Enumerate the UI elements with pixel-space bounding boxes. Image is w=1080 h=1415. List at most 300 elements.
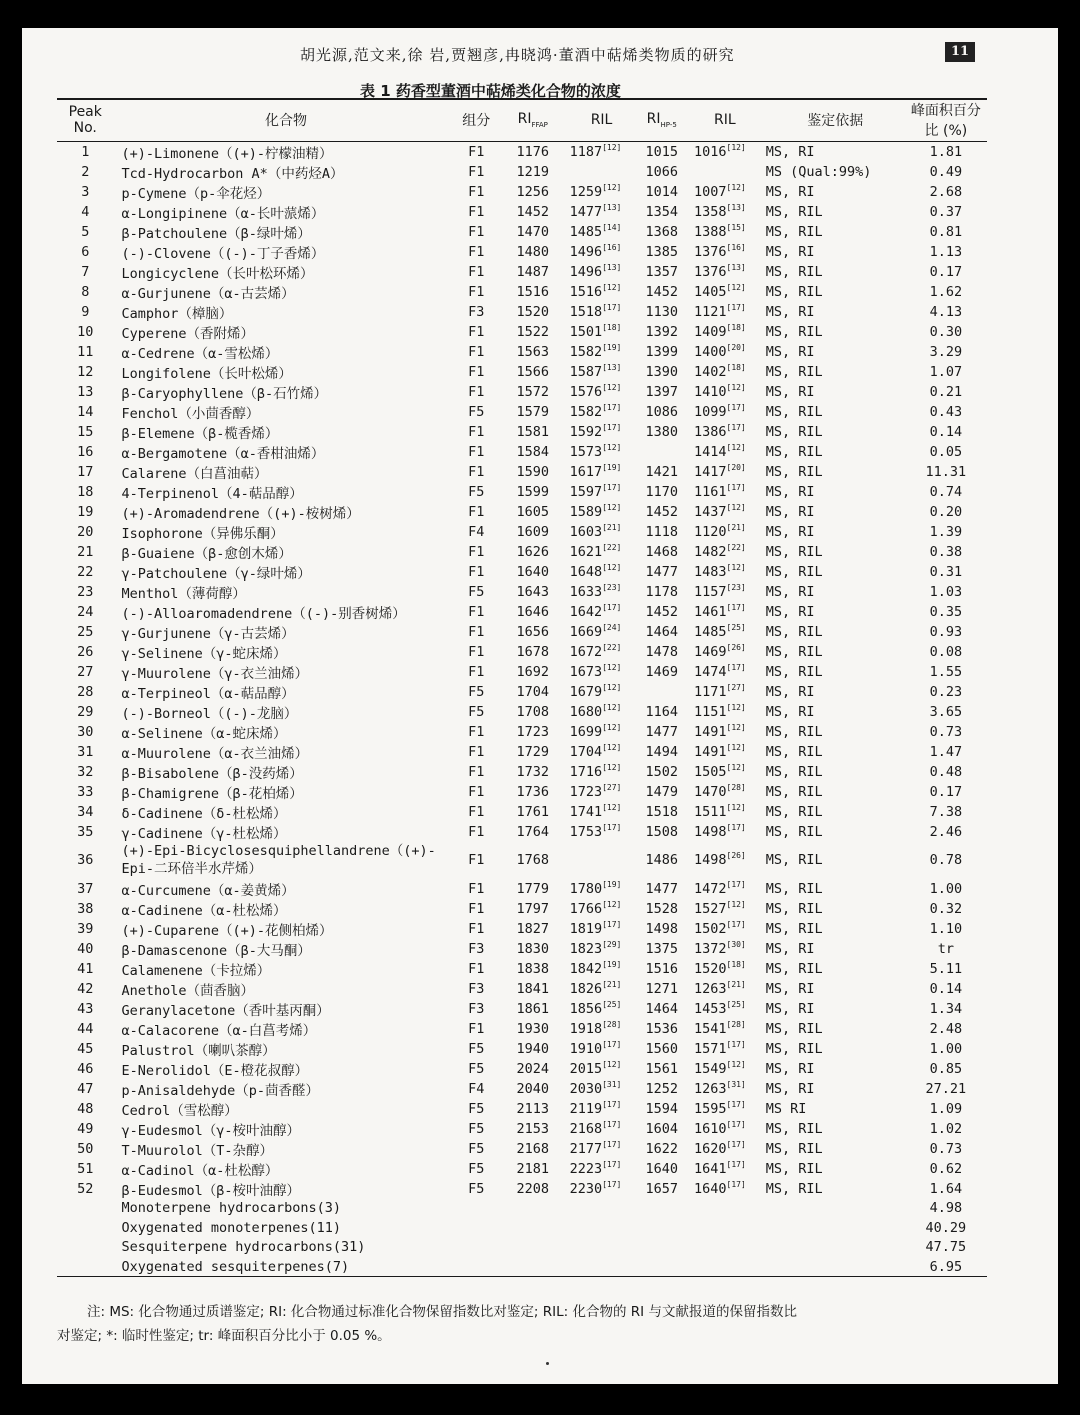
cell-basis: MS, RI xyxy=(765,1000,815,1017)
cell-peak-area-pct: 0.32 xyxy=(929,900,963,917)
cell-group: F1 xyxy=(468,1020,485,1037)
ril-1-value: 1673 xyxy=(569,663,603,680)
cell-group: F1 xyxy=(468,900,485,917)
cell-ri-ffap: 1626 xyxy=(516,543,550,560)
cell-ril-1 xyxy=(564,262,634,282)
cell-group: F5 xyxy=(468,703,485,720)
cell-basis: MS, RIL xyxy=(765,463,823,480)
table-row xyxy=(57,1099,987,1119)
table-row xyxy=(57,222,987,242)
cell-ril-2 xyxy=(690,702,756,722)
cell-peak-no: 10 xyxy=(77,323,94,340)
cell-ri-hp5: 1464 xyxy=(645,623,678,640)
ril-2-ref: [17] xyxy=(726,402,746,412)
cell-ri-ffap: 1830 xyxy=(516,940,550,957)
ril-2-ref: [17] xyxy=(726,1119,746,1129)
cell-ri-hp5: 1464 xyxy=(645,1000,678,1017)
cell-ri-hp5: 1516 xyxy=(645,960,678,977)
cell-basis: MS, RIL xyxy=(765,1180,823,1197)
cell-peak-area-pct: 0.21 xyxy=(929,383,963,400)
ril-1-ref: [12] xyxy=(602,142,622,152)
cell-peak-no: 25 xyxy=(77,623,94,640)
ril-1-value: 1826 xyxy=(569,980,603,997)
cell-ri-ffap: 1572 xyxy=(516,383,550,400)
ril-1-ref: [21] xyxy=(602,979,622,989)
cell-ril-1 xyxy=(564,442,634,462)
cell-peak-area-pct: 5.11 xyxy=(929,960,963,977)
cell-ri-hp5: 1528 xyxy=(645,900,678,917)
cell-peak-no: 30 xyxy=(77,723,94,740)
cell-ril-1 xyxy=(564,522,634,542)
table-row xyxy=(57,1039,987,1059)
cell-peak-area-pct: 2.46 xyxy=(929,823,963,840)
cell-basis: MS, RI xyxy=(765,683,815,700)
table-row xyxy=(57,322,987,342)
ril-2-value: 1549 xyxy=(693,1060,727,1077)
cell-empty xyxy=(564,1257,634,1277)
cell-ri-hp5: 1479 xyxy=(645,783,678,800)
ril-1-value: 1576 xyxy=(569,383,603,400)
ril-2-value: 1157 xyxy=(693,583,727,600)
cell-compound: (+)-Epi-Bicyclosesquiphellandrene（(+)-Epi-二环倍半水芹烯） xyxy=(121,843,436,877)
header-basis: 鉴定依据 xyxy=(807,113,864,130)
cell-ril-2 xyxy=(690,722,756,742)
ril-1-ref: [12] xyxy=(602,762,622,772)
ril-2-value: 1640 xyxy=(693,1180,727,1197)
cell-ri-ffap: 1590 xyxy=(516,463,550,480)
table-row xyxy=(57,502,987,522)
cell-ril-1 xyxy=(564,1099,634,1119)
cell-ri-hp5: 1452 xyxy=(645,603,678,620)
cell-compound: (-)-Alloaromadendrene（(-)-别香树烯） xyxy=(121,605,406,622)
cell-peak-area-pct: 0.74 xyxy=(929,483,963,500)
cell-ri-hp5: 1536 xyxy=(645,1020,678,1037)
cell-compound: T-Muurolol（T-杂醇） xyxy=(121,1142,274,1159)
cell-ri-ffap: 1729 xyxy=(516,743,550,760)
cell-ril-1 xyxy=(564,682,634,702)
cell-peak-area-pct: 0.93 xyxy=(929,623,963,640)
cell-ri-ffap: 2208 xyxy=(516,1180,550,1197)
cell-basis: MS, RI xyxy=(765,483,815,500)
cell-ri-ffap: 1176 xyxy=(516,143,550,160)
cell-basis: MS, RIL xyxy=(765,960,823,977)
ril-1-value: 2030 xyxy=(569,1080,603,1097)
ril-1-value: 1592 xyxy=(569,423,603,440)
cell-ri-hp5: 1178 xyxy=(645,583,678,600)
ril-1-ref: [12] xyxy=(602,702,622,712)
ril-2-value: 1410 xyxy=(693,383,727,400)
cell-group: F1 xyxy=(468,423,485,440)
cell-group: F1 xyxy=(468,223,485,240)
ril-2-value: 1161 xyxy=(693,483,727,500)
ril-1-value: 1856 xyxy=(569,1000,603,1017)
ril-2-value: 1007 xyxy=(693,183,727,200)
cell-ril-1 xyxy=(564,462,634,482)
table-body xyxy=(57,141,987,1277)
cell-summary-name: Monoterpene hydrocarbons(3) xyxy=(121,1200,341,1217)
ril-1-ref: [21] xyxy=(602,522,622,532)
cell-ril-2 xyxy=(690,582,756,602)
ril-2-ref: [17] xyxy=(726,822,746,832)
cell-ril-1 xyxy=(564,302,634,322)
ril-2-value: 1483 xyxy=(693,563,727,580)
table-row xyxy=(57,722,987,742)
cell-ril-2 xyxy=(690,979,756,999)
cell-compound: Palustrol（喇叭茶醇） xyxy=(121,1042,276,1059)
table-row xyxy=(57,302,987,322)
cell-compound: 4-Terpinenol（4-萜品醇） xyxy=(121,485,303,502)
cell-ri-hp5: 1508 xyxy=(645,823,678,840)
ril-1-ref: [19] xyxy=(602,462,622,472)
cell-ril-2 xyxy=(690,642,756,662)
ril-1-value: 2119 xyxy=(569,1100,603,1117)
ril-2-value: 1595 xyxy=(693,1100,727,1117)
cell-ril-1 xyxy=(564,482,634,502)
cell-compound: Tcd-Hydrocarbon A*（中药烃A） xyxy=(121,165,344,182)
cell-ri-hp5: 1640 xyxy=(645,1160,678,1177)
cell-ril-1 xyxy=(564,602,634,622)
cell-ril-2 xyxy=(690,602,756,622)
ril-1-value: 1603 xyxy=(569,523,603,540)
cell-ril-1 xyxy=(564,782,634,802)
cell-ri-ffap: 1779 xyxy=(516,880,550,897)
ril-1-value: 1766 xyxy=(569,900,603,917)
cell-compound: p-Cymene（p-伞花烃） xyxy=(121,185,271,202)
cell-compound: γ-Gurjunene（γ-古芸烯） xyxy=(121,625,295,642)
cell-ril-1 xyxy=(564,1139,634,1159)
cell-compound: (+)-Limonene（(+)-柠檬油精） xyxy=(121,145,333,162)
cell-ri-hp5: 1390 xyxy=(645,363,678,380)
ril-1-ref: [17] xyxy=(602,1099,622,1109)
cell-compound: β-Elemene（β-榄香烯） xyxy=(121,425,279,442)
ril-2-ref: [20] xyxy=(726,342,746,352)
cell-group: F1 xyxy=(468,623,485,640)
cell-compound: Geranylacetone（香叶基丙酮） xyxy=(121,1002,330,1019)
ril-1-value: 1723 xyxy=(569,783,603,800)
cell-empty xyxy=(451,1199,502,1219)
cell-group: F1 xyxy=(468,743,485,760)
cell-group: F3 xyxy=(468,1000,485,1017)
ril-1-value: 1617 xyxy=(569,463,603,480)
cell-peak-area-pct: 1.64 xyxy=(929,1180,963,1197)
cell-ri-ffap: 1487 xyxy=(516,263,550,280)
summary-row xyxy=(57,1218,987,1238)
ril-1-ref: [17] xyxy=(602,1039,622,1049)
ril-2-value: 1372 xyxy=(693,940,727,957)
table-row xyxy=(57,162,987,182)
cell-ril-2 xyxy=(690,1159,756,1179)
cell-compound: Isophorone（异佛乐酮） xyxy=(121,525,284,542)
cell-ri-ffap: 1732 xyxy=(516,763,550,780)
cell-ri-hp5: 1066 xyxy=(645,163,678,180)
ril-1-value: 1496 xyxy=(569,243,603,260)
cell-ril-1 xyxy=(564,502,634,522)
cell-ri-ffap: 1678 xyxy=(516,643,550,660)
cell-ril-1 xyxy=(564,1159,634,1179)
cell-peak-no: 23 xyxy=(77,583,94,600)
cell-ri-hp5: 1560 xyxy=(645,1040,678,1057)
cell-compound: Cedrol（雪松醇） xyxy=(121,1102,238,1119)
cell-compound: γ-Selinene（γ-蛇床烯） xyxy=(121,645,287,662)
cell-empty xyxy=(564,1199,634,1219)
cell-ril-1 xyxy=(564,939,634,959)
ril-2-ref: [12] xyxy=(726,702,746,712)
ril-1-ref: [12] xyxy=(602,442,622,452)
cell-peak-area-pct: 0.38 xyxy=(929,543,963,560)
cell-peak-area-pct: 1.55 xyxy=(929,663,963,680)
cell-empty xyxy=(502,1199,564,1219)
cell-group: F1 xyxy=(468,960,485,977)
table-row xyxy=(57,959,987,979)
cell-ril-2 xyxy=(690,182,756,202)
cell-ri-ffap: 1827 xyxy=(516,920,550,937)
cell-group: F5 xyxy=(468,1040,485,1057)
cell-ri-hp5: 1594 xyxy=(645,1100,678,1117)
ril-1-ref: [12] xyxy=(602,1059,622,1069)
cell-group: F1 xyxy=(468,643,485,660)
cell-group: F1 xyxy=(468,503,485,520)
cell-compound: α-Muurolene（α-衣兰油烯） xyxy=(121,745,309,762)
cell-ri-ffap: 1605 xyxy=(516,503,550,520)
cell-ril-1 xyxy=(564,202,634,222)
ril-2-ref: [18] xyxy=(726,959,746,969)
table-row xyxy=(57,1119,987,1139)
terpene-table xyxy=(57,98,987,1277)
cell-empty xyxy=(756,1257,905,1277)
table-row xyxy=(57,682,987,702)
cell-compound: Menthol（薄荷醇） xyxy=(121,585,246,602)
cell-empty xyxy=(756,1199,905,1219)
ril-2-ref: [25] xyxy=(726,622,746,632)
ril-1-value: 1910 xyxy=(569,1040,603,1057)
ril-1-value: 1582 xyxy=(569,343,603,360)
cell-group: F1 xyxy=(468,803,485,820)
table-row xyxy=(57,642,987,662)
ril-2-ref: [28] xyxy=(726,1019,746,1029)
cell-compound: α-Cadinol（α-杜松醇） xyxy=(121,1162,279,1179)
ril-2-value: 1505 xyxy=(693,763,727,780)
cell-ril-2 xyxy=(690,1179,756,1199)
cell-ril-2 xyxy=(690,999,756,1019)
cell-peak-area-pct: 7.38 xyxy=(929,803,963,820)
cell-ril-2 xyxy=(690,442,756,462)
ril-2-value: 1263 xyxy=(693,980,727,997)
cell-peak-no: 47 xyxy=(77,1080,94,1097)
cell-basis: MS, RIL xyxy=(765,643,823,660)
cell-group: F1 xyxy=(468,383,485,400)
cell-group: F1 xyxy=(468,463,485,480)
cell-ril-2 xyxy=(690,662,756,682)
cell-ri-ffap: 1646 xyxy=(516,603,550,620)
cell-peak-area-pct: 0.20 xyxy=(929,503,963,520)
cell-empty xyxy=(633,1257,690,1277)
cell-ri-ffap: 1563 xyxy=(516,343,550,360)
ril-1-ref: [17] xyxy=(602,1159,622,1169)
cell-ril-2 xyxy=(690,682,756,702)
ril-1-value: 1633 xyxy=(569,583,603,600)
ril-2-value: 1414 xyxy=(693,443,727,460)
table-row xyxy=(57,362,987,382)
cell-ril-1 xyxy=(564,642,634,662)
cell-ril-2 xyxy=(690,382,756,402)
ril-2-ref: [17] xyxy=(726,602,746,612)
cell-basis: MS, RIL xyxy=(765,1020,823,1037)
cell-peak-no: 51 xyxy=(77,1160,94,1177)
cell-ril-1 xyxy=(564,422,634,442)
table-row xyxy=(57,182,987,202)
cell-group: F4 xyxy=(468,1080,485,1097)
cell-ri-hp5: 1375 xyxy=(645,940,678,957)
cell-peak-area-pct: 0.78 xyxy=(929,852,963,868)
cell-peak-area-pct: 1.10 xyxy=(929,920,963,937)
table-row xyxy=(57,482,987,502)
cell-ril-1 xyxy=(564,742,634,762)
cell-group: F1 xyxy=(468,920,485,937)
cell-ri-hp5: 1478 xyxy=(645,643,678,660)
ril-1-value: 2177 xyxy=(569,1140,603,1157)
cell-peak-area-pct: 1.39 xyxy=(929,523,963,540)
ril-2-ref: [12] xyxy=(726,899,746,909)
cell-compound: β-Patchoulene（β-绿叶烯） xyxy=(121,225,311,242)
cell-empty xyxy=(502,1218,564,1238)
cell-group: F1 xyxy=(468,343,485,360)
ril-2-ref: [17] xyxy=(726,1099,746,1109)
table-row xyxy=(57,782,987,802)
cell-ril-2 xyxy=(690,762,756,782)
cell-basis: MS, RI xyxy=(765,143,815,160)
cell-ril-2 xyxy=(690,1119,756,1139)
cell-ril-2 xyxy=(690,162,756,182)
cell-ri-ffap: 1797 xyxy=(516,900,550,917)
page-number: 11 xyxy=(945,42,975,62)
ril-2-ref: [17] xyxy=(726,879,746,889)
cell-peak-area-pct: 11.31 xyxy=(925,463,967,480)
cell-ri-hp5: 1494 xyxy=(645,743,678,760)
cell-peak-no: 26 xyxy=(77,643,94,660)
cell-peak-area-pct: 4.13 xyxy=(929,303,963,320)
cell-ril-2 xyxy=(690,939,756,959)
cell-peak-area-pct: 0.48 xyxy=(929,763,963,780)
cell-basis: MS, RIL xyxy=(765,920,823,937)
cell-compound: δ-Cadinene（δ-杜松烯） xyxy=(121,805,287,822)
cell-empty xyxy=(502,1257,564,1277)
cell-group: F1 xyxy=(468,443,485,460)
cell-compound: Calamenene（卡拉烯） xyxy=(121,962,271,979)
ril-1-value: 1573 xyxy=(569,443,603,460)
ril-2-ref: [27] xyxy=(726,682,746,692)
cell-peak-no: 6 xyxy=(81,243,90,260)
cell-basis: MS, RI xyxy=(765,583,815,600)
ril-2-value: 1498 xyxy=(693,852,727,868)
cell-basis: MS, RIL xyxy=(765,563,823,580)
cell-group: F4 xyxy=(468,523,485,540)
ril-1-ref: [12] xyxy=(602,682,622,692)
cell-peak-area-pct: 0.49 xyxy=(929,163,963,180)
cell-peak-no: 35 xyxy=(77,823,94,840)
ril-1-ref: [17] xyxy=(602,422,622,432)
header-ril-2: RIL xyxy=(714,112,736,129)
cell-compound: β-Caryophyllene（β-石竹烯） xyxy=(121,385,328,402)
ril-1-value: 1819 xyxy=(569,920,603,937)
cell-ri-hp5: 1368 xyxy=(645,223,678,240)
ril-1-value: 1501 xyxy=(569,323,603,340)
ril-1-value: 1621 xyxy=(569,543,603,560)
cell-peak-no: 7 xyxy=(81,263,90,280)
table-row xyxy=(57,422,987,442)
ril-2-value: 1453 xyxy=(693,1000,727,1017)
cell-peak-no: 48 xyxy=(77,1100,94,1117)
ril-2-value: 1099 xyxy=(693,403,727,420)
cell-ril-2 xyxy=(690,322,756,342)
ril-1-value: 1582 xyxy=(569,403,603,420)
cell-basis: MS, RIL xyxy=(765,283,823,300)
ril-2-value: 1151 xyxy=(693,703,727,720)
table-row xyxy=(57,1139,987,1159)
cell-peak-no: 37 xyxy=(77,880,94,897)
ril-1-value: 1753 xyxy=(569,823,603,840)
cell-ril-2 xyxy=(690,342,756,362)
cell-ril-2 xyxy=(690,802,756,822)
cell-ri-hp5: 1357 xyxy=(645,263,678,280)
cell-ril-1 xyxy=(564,402,634,422)
cell-group: F1 xyxy=(468,283,485,300)
footnote-line-2: 对鉴定; *: 临时性鉴定; tr: 峰面积百分比小于 0.05 %。 xyxy=(57,1328,391,1344)
cell-ril-2 xyxy=(690,282,756,302)
ril-1-ref: [29] xyxy=(602,939,622,949)
cell-group: F3 xyxy=(468,303,485,320)
cell-empty xyxy=(690,1257,756,1277)
cell-peak-no: 33 xyxy=(77,783,94,800)
ril-1-ref: [12] xyxy=(602,182,622,192)
ril-2-value: 1376 xyxy=(693,243,727,260)
table-row xyxy=(57,282,987,302)
cell-ri-hp5: 1014 xyxy=(645,183,678,200)
cell-compound: α-Bergamotene（α-香柑油烯） xyxy=(121,445,325,462)
ril-1-value: 1716 xyxy=(569,763,603,780)
ril-1-ref: [28] xyxy=(602,1019,622,1029)
cell-basis: MS, RIL xyxy=(765,743,823,760)
ril-1-ref: [12] xyxy=(602,282,622,292)
cell-compound: β-Chamigrene（β-花柏烯） xyxy=(121,785,303,802)
ril-2-value: 1358 xyxy=(693,203,727,220)
cell-ri-ffap: 1640 xyxy=(516,563,550,580)
cell-ril-1 xyxy=(564,382,634,402)
ril-1-ref: [19] xyxy=(602,959,622,969)
ril-1-ref: [22] xyxy=(602,642,622,652)
cell-group: F1 xyxy=(468,783,485,800)
ril-2-value: 1482 xyxy=(693,543,727,560)
cell-basis: MS, RIL xyxy=(765,323,823,340)
table-caption: 表 1 药香型董酒中萜烯类化合物的浓度 xyxy=(360,82,621,100)
ril-2-ref: [12] xyxy=(726,802,746,812)
header-compound: 化合物 xyxy=(265,113,308,130)
cell-peak-no: 41 xyxy=(77,960,94,977)
ril-1-value: 1518 xyxy=(569,303,603,320)
ril-2-ref: [13] xyxy=(726,262,746,272)
cell-group: F1 xyxy=(468,723,485,740)
cell-ri-hp5: 1469 xyxy=(645,663,678,680)
cell-basis: MS, RIL xyxy=(765,423,823,440)
cell-group: F1 xyxy=(468,880,485,897)
ril-1-ref: [19] xyxy=(602,342,622,352)
table-row xyxy=(57,562,987,582)
cell-peak-no: 22 xyxy=(77,563,94,580)
cell-peak-no: 52 xyxy=(77,1180,94,1197)
ril-2-ref: [12] xyxy=(726,562,746,572)
cell-ri-ffap: 2168 xyxy=(516,1140,550,1157)
cell-peak-area-pct: 0.73 xyxy=(929,723,963,740)
cell-ril-2 xyxy=(690,482,756,502)
